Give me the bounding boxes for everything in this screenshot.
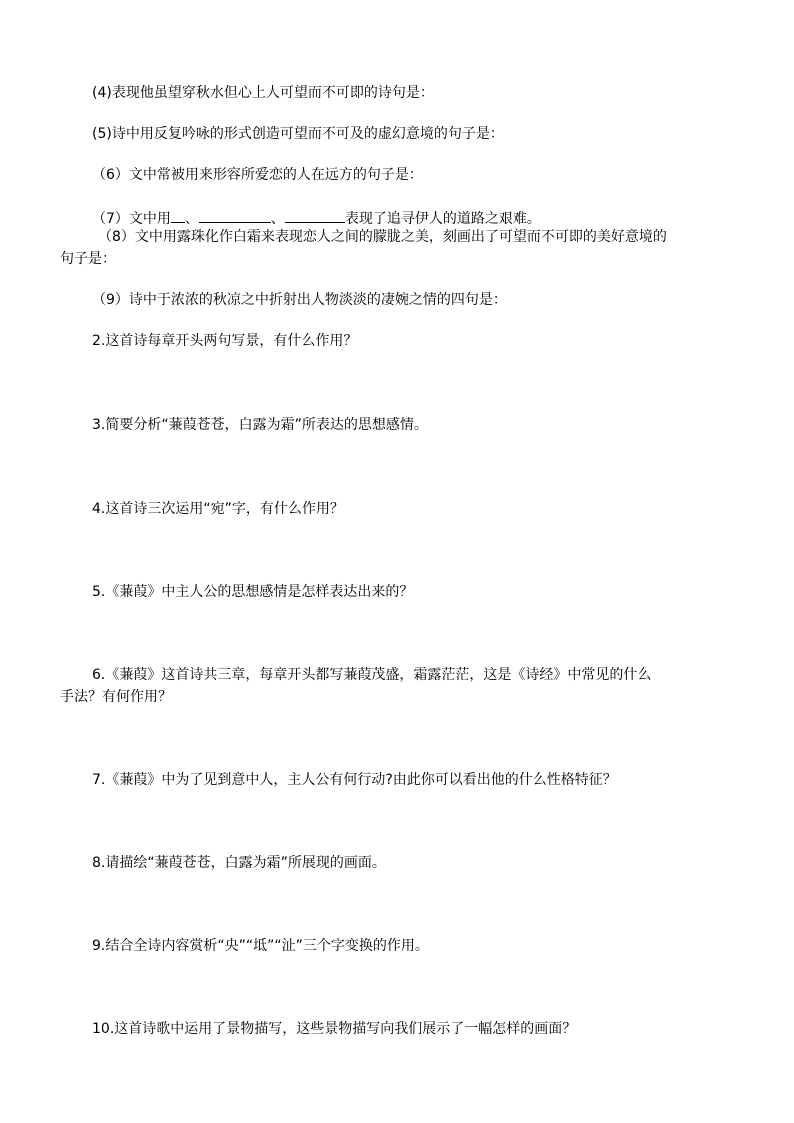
question-6-line-2: 手法？有何作用？ <box>60 689 172 705</box>
question-2: 2.这首诗每章开头两句写景，有什么作用？ <box>92 333 358 349</box>
question-7: 7.《蒹葭》中为了见到意中人，主人公有何行动?由此你可以看出他的什么性格特征？ <box>92 772 617 788</box>
question-9: 9.结合全诗内容赏析“央”“坻”“沚”三个字变换的作用。 <box>92 938 429 954</box>
question-6-line-1: 6.《蒹葭》这首诗共三章，每章开头都写蒹葭茂盛，霜露茫茫，这是《诗经》中常见的什么 <box>92 667 652 683</box>
question-3: 3.简要分析“蒹葭苍苍，白露为霜”所表达的思想感情。 <box>92 417 428 433</box>
answer-blank-1[interactable] <box>171 208 185 223</box>
question-5: 5.《蒹葭》中主人公的思想感情是怎样表达出来的？ <box>92 584 414 600</box>
answer-blank-2[interactable] <box>199 208 271 223</box>
question-1-5: (5)诗中用反复吟咏的形式创造可望而不可及的虚幻意境的句子是： <box>92 126 504 142</box>
question-1-7-prefix: （7）文中用 <box>92 211 171 227</box>
question-1-7 <box>92 208 541 228</box>
question-1-6: （6）文中常被用来形容所爱恋的人在远方的句子是： <box>92 167 423 183</box>
question-4: 4.这首诗三次运用“宛”字，有什么作用？ <box>92 501 344 517</box>
question-10: 10.这首诗歌中运用了景物描写，这些景物描写向我们展示了一幅怎样的画面？ <box>92 1021 577 1037</box>
answer-blank-3[interactable] <box>285 208 345 223</box>
question-8: 8.请描绘“蒹葭苍苍，白露为霜”所展现的画面。 <box>92 855 386 871</box>
question-1-8-line-2: 句子是： <box>60 251 116 267</box>
question-1-7-suffix: 表现了追寻伊人的道路之艰难。 <box>344 211 541 227</box>
question-1-9: （9）诗中于浓浓的秋凉之中折射出人物淡淡的凄婉之情的四句是： <box>92 292 507 308</box>
blank-separator-2: 、 <box>270 211 285 227</box>
question-1-4: (4)表现他虽望穿秋水但心上人可望而不可即的诗句是： <box>92 85 434 101</box>
blank-separator-1: 、 <box>184 211 199 227</box>
question-1-8-line-1: （8）文中用露珠化作白霜来表现恋人之间的朦胧之美，刻画出了可望而不可即的美好意境的 <box>98 229 667 245</box>
